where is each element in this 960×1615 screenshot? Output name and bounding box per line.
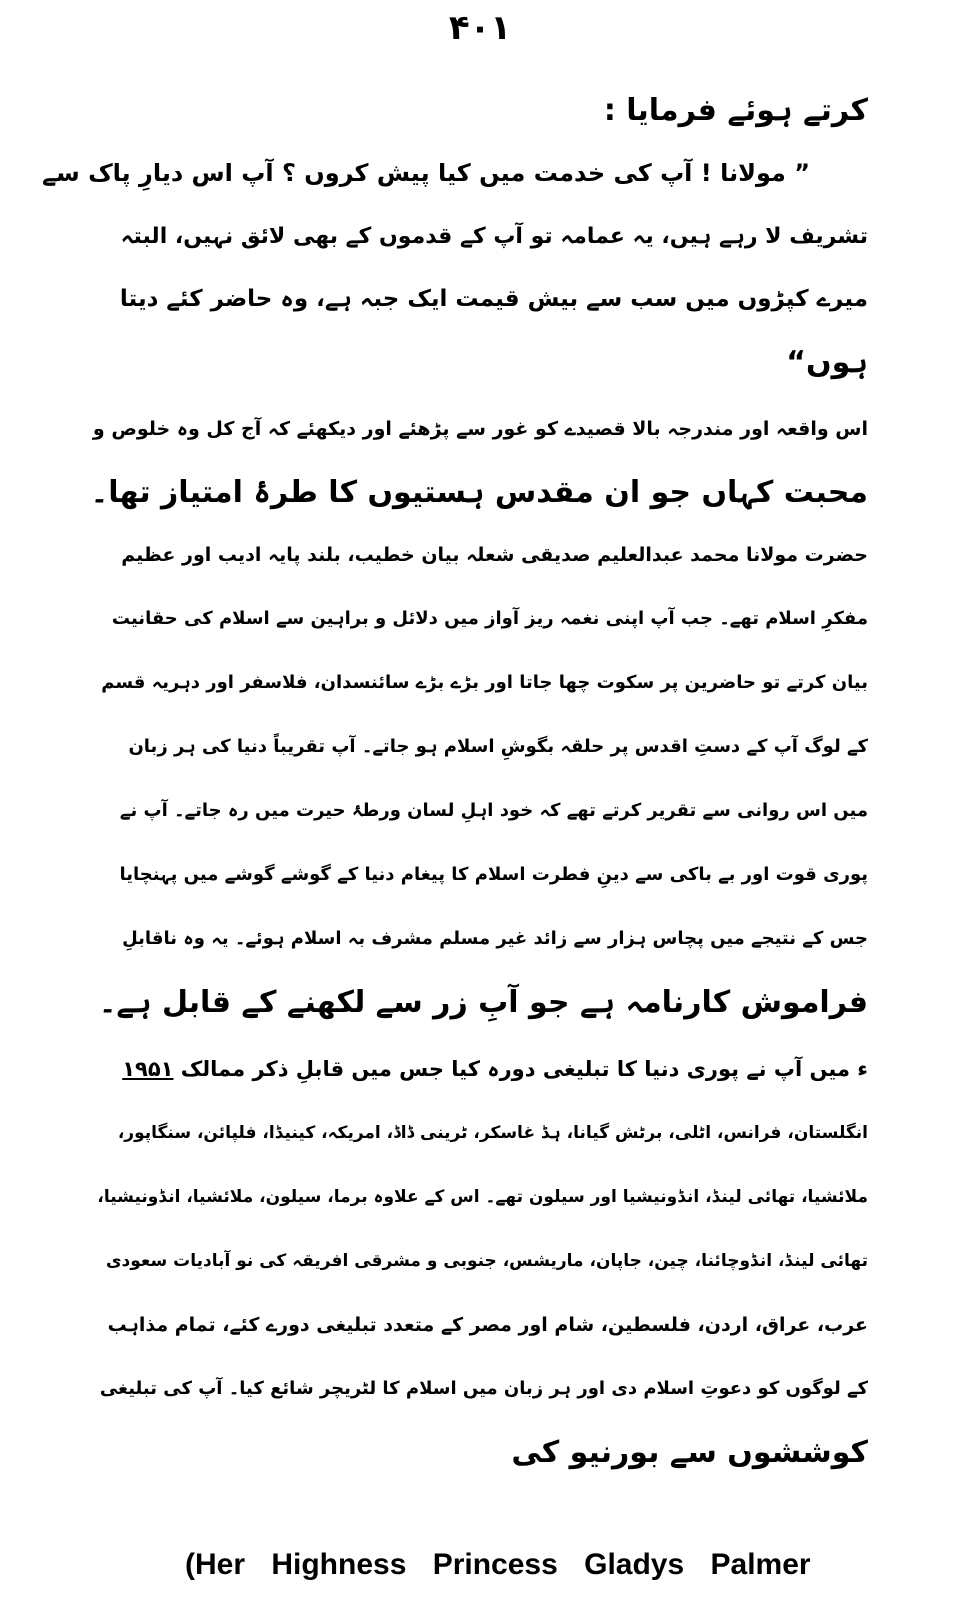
paragraph-2-line-8: فراموش کارنامہ ہے جو آبِ زر سے لکھنے کے قابل ہے۔ [98, 985, 868, 1020]
paragraph-2-line-5: میں اس روانی سے تقریر کرتے تھے کہ خود اہلِ لسان ورطۂ حیرت میں رہ جاتے۔ آپ نے [119, 800, 868, 821]
paragraph-2-line-6: پوری قوت اور بے باکی سے دینِ فطرت اسلام کا پیغام دنیا کے گوشے گوشے میں پہنچایا [119, 864, 868, 885]
paragraph-2-line-1: حضرت مولانا محمد عبدالعلیم صدیقی شعلہ بیان خطیب، بلند پایہ ادیب اور عظیم [121, 544, 868, 566]
paragraph-3-line-4: تھائی لینڈ، انڈوچائنا، چین، جاپان، ماریشس، جنوبی و مشرقی افریقہ کی نو آبادیات سعودی [105, 1251, 868, 1271]
quote-line-1: ” مولانا ! آپ کی خدمت میں کیا پیش کروں ؟ آپ اس دیارِ پاک سے [42, 159, 810, 187]
quote-line-2: تشریف لا رہے ہیں، یہ عمامہ تو آپ کے قدموں کے بھی لائق نہیں، البتہ [120, 224, 868, 249]
quote-line-3: میرے کپڑوں میں سب سے بیش قیمت ایک جبہ ہے، وہ حاضر کئے دیتا [119, 286, 868, 312]
paragraph-1-line-1: اس واقعہ اور مندرجہ بالا قصیدے کو غور سے پڑھئے اور دیکھئے کہ آج کل وہ خلوص و [92, 418, 868, 440]
paragraph-3-line-6: کے لوگوں کو دعوتِ اسلام دی اور ہر زبان میں اسلام کا لٹریچر شائع کیا۔ آپ کی تبلیغی [99, 1378, 868, 1399]
paragraph-2-line-7: جس کے نتیجے میں پچاس ہزار سے زائد غیر مسلم مشرف بہ اسلام ہوئے۔ یہ وہ ناقابلِ [122, 928, 868, 949]
paragraph-2-line-3: بیان کرتے تو حاضرین پر سکوت چھا جاتا اور بڑے بڑے سائنسدان، فلاسفر اور دہریہ قسم [101, 672, 868, 693]
paragraph-3-line-5: عرب، عراق، اردن، فلسطین، شام اور مصر کے متعدد تبلیغی دورے کئے، تمام مذاہب [107, 1314, 868, 1336]
english-text-line: (Her Highness Princess Gladys Palmer [185, 1548, 811, 1581]
paragraph-3-line-7: کوششوں سے بورنیو کی [511, 1435, 868, 1470]
page-number: ۴۰۱ [448, 8, 512, 48]
year-1951: ۱۹۵۱ [122, 1057, 174, 1081]
paragraph-2-line-4: کے لوگ آپ کے دستِ اقدس پر حلقہ بگوشِ اسلام ہو جاتے۔ آپ تقریباً دنیا کی ہر زبان [128, 736, 868, 757]
paragraph-2-line-2: مفکرِ اسلام تھے۔ جب آپ اپنی نغمہ ریز آواز میں دلائل و براہین سے اسلام کی حقانیت [111, 608, 868, 629]
quote-line-4: ہوں“ [786, 345, 868, 380]
paragraph-3-line-2: انگلستان، فرانس، اٹلی، برٹش گیانا، ہڈ غاسکر، ٹرینی ڈاڈ، امریکہ، کینیڈا، فلپائن، سنگاپور، [117, 1123, 868, 1143]
paragraph-3-line-1 [122, 1036, 868, 1102]
paragraph-1-line-2: محبت کہاں جو ان مقدس ہستیوں کا طرۂ امتیاز تھا۔ [90, 475, 868, 510]
text-line-1: کرتے ہوئے فرمایا : [603, 93, 868, 128]
paragraph-3-line-1-text: ء میں آپ نے پوری دنیا کا تبلیغی دورہ کیا جس میں قابلِ ذکر ممالک [180, 1057, 868, 1081]
paragraph-3-line-3: ملائشیا، تھائی لینڈ، انڈونیشیا اور سیلون تھے۔ اس کے علاوہ برما، سیلون، ملائشیا، انڈونیشیا، [97, 1187, 868, 1207]
